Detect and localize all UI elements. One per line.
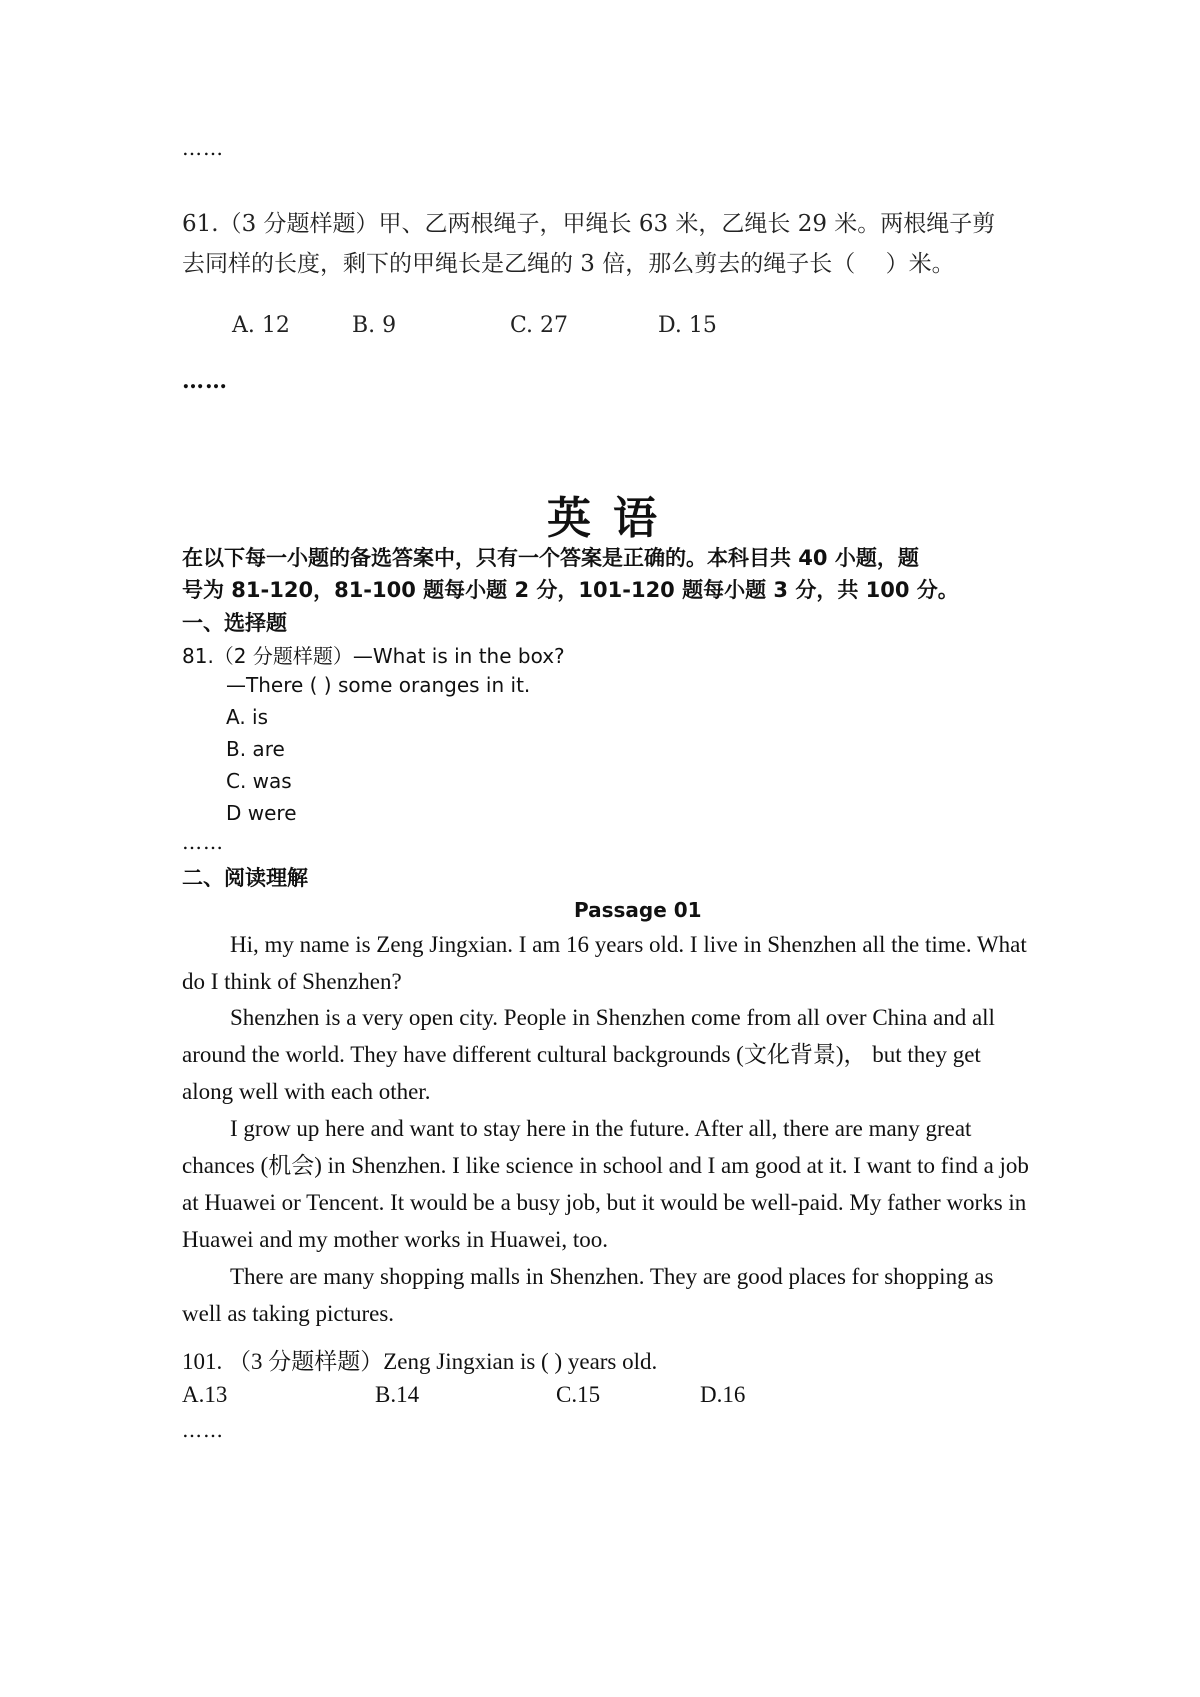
q61-option-c: C. 27	[510, 313, 569, 338]
q81-line2: —There ( ) some oranges in it.	[226, 673, 531, 697]
ellipsis-math-end: ……	[182, 368, 228, 394]
q101-option-c: C.15	[556, 1382, 601, 1407]
passage-paragraph-4: There are many shopping malls in Shenzhen. They are good places for shopping as well as taking pictures.	[182, 1264, 994, 1326]
section-heading-reading: 二、阅读理解	[182, 866, 308, 890]
q61-line1: 61.（3 分题样题）甲、乙两根绳子，甲绳长 63 米，乙绳长 29 米。两根绳子剪	[182, 211, 996, 237]
ellipsis-end: ……	[182, 1418, 224, 1442]
ellipsis-top: ……	[182, 136, 224, 160]
passage-paragraph-1: Hi, my name is Zeng Jingxian. I am 16 years old. I live in Shenzhen all the time. What do I think of Shenzhen?	[182, 932, 1027, 994]
q61-option-d: D. 15	[658, 313, 717, 338]
passage-paragraph-3: I grow up here and want to stay here in the future. After all, there are many great chances (机会) in Shenzhen. I like science in school and I am good at it. I want to find a job at Huawei or Tencent. It would be a busy job, but it would be well-paid. My father works in Huawei and my mother works in Huawei, too.	[182, 1116, 1029, 1252]
exam-page	[182, 0, 1032, 1697]
q81-option-d: D were	[226, 801, 297, 825]
ellipsis-section1-end: ……	[182, 830, 224, 854]
subject-title: 英语	[547, 493, 679, 544]
q81-option-a: A. is	[226, 705, 269, 729]
q61-line2: 去同样的长度，剩下的甲绳长是乙绳的 3 倍，那么剪去的绳子长（ ）米。	[182, 251, 955, 277]
q81-stem: 81.（2 分题样题）—What is in the box?	[182, 644, 565, 668]
passage-title: Passage 01	[574, 898, 702, 922]
q81-option-b: B. are	[226, 737, 285, 761]
q101-option-b: B.14	[375, 1382, 420, 1407]
q101-option-a: A.13	[182, 1382, 228, 1407]
q101-option-d: D.16	[700, 1382, 746, 1407]
q61-option-a: A. 12	[232, 313, 290, 338]
q81-option-c: C. was	[226, 769, 292, 793]
passage-paragraph-2: Shenzhen is a very open city. People in Shenzhen come from all over China and all around the world. They have different cultural backgrounds (文化背景)， but they get along well with each other.	[182, 1005, 995, 1104]
instructions-line1: 在以下每一小题的备选答案中，只有一个答案是正确的。本科目共 40 小题，题	[182, 546, 919, 570]
q61-option-b: B. 9	[352, 313, 397, 338]
instructions-line2: 号为 81-120，81-100 题每小题 2 分，101-120 题每小题 3 分，共 100 分。	[182, 578, 959, 602]
q101-stem: 101. （3 分题样题）Zeng Jingxian is ( ) years old.	[182, 1349, 658, 1374]
section-heading-choice: 一、选择题	[182, 611, 287, 635]
